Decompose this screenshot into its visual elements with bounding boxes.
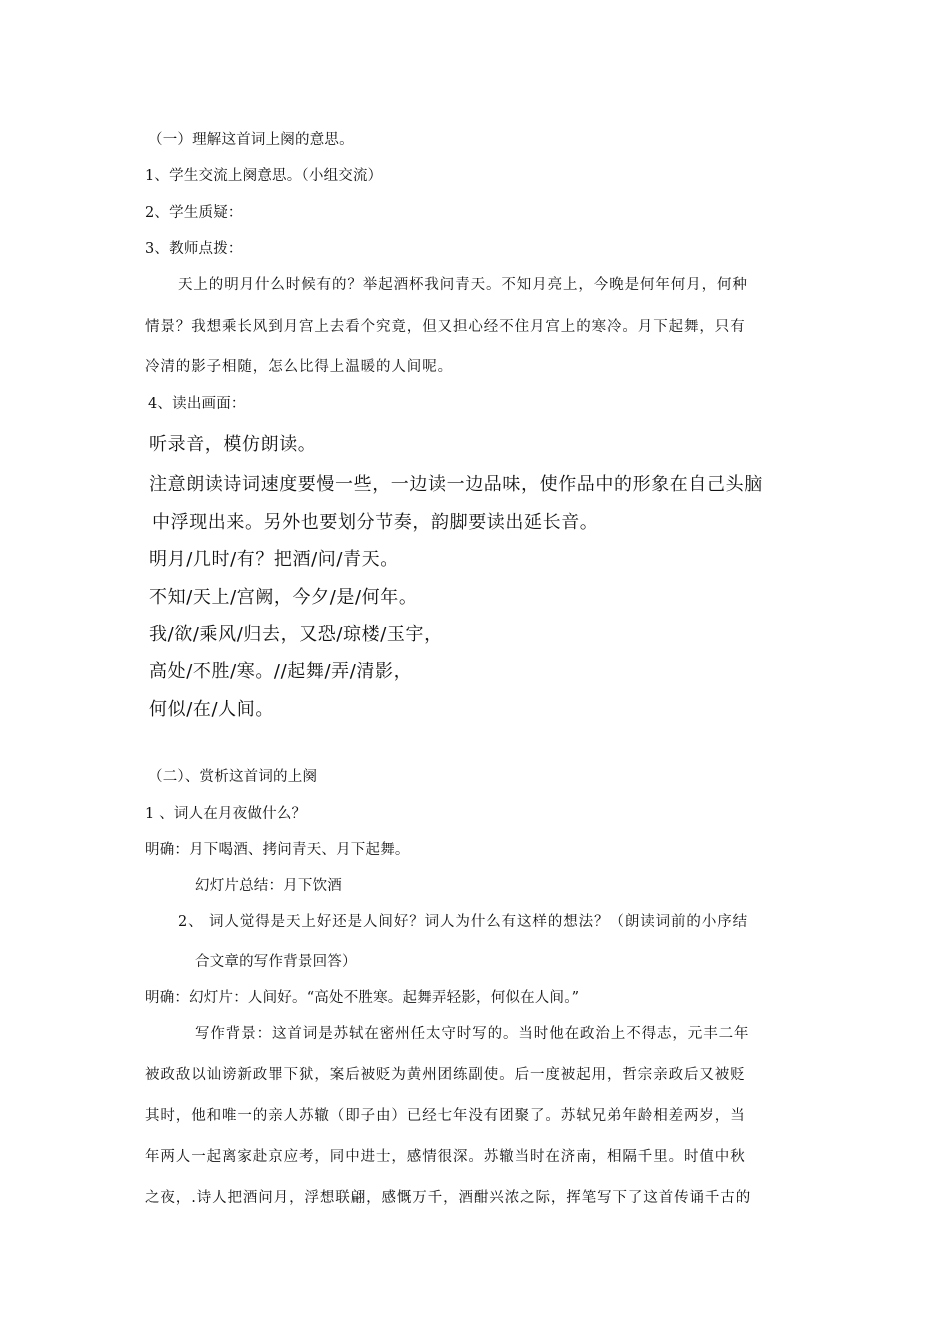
reading-tip-line-1: 注意朗读诗词速度要慢一些，一边读一边品味，使作品中的形象在自己头脑: [149, 474, 763, 495]
poem-line-2: 不知/天上/宫阙，今夕/是/何年。: [149, 587, 418, 608]
section2-heading: （二）、赏析这首词的上阕: [148, 769, 318, 785]
step-2: 2、学生质疑：: [145, 205, 243, 221]
poem-line-3: 我/欲/乘风/归去，又恐/琼楼/玉宇，: [149, 624, 443, 645]
section1-heading: （一）理解这首词上阕的意思。: [148, 132, 354, 148]
slide-summary-1: 幻灯片总结：月下饮酒: [195, 878, 342, 894]
background-line-2: 被政敌以讪谤新政罪下狱，案后被贬为黄州团练副使。后一度被起用，哲宗亲政后又被贬: [145, 1067, 746, 1083]
reading-tip-line-2: 中浮现出来。另外也要划分节奏，韵脚要读出延长音。: [152, 512, 599, 533]
explanation-line-3: 冷清的影子相随，怎么比得上温暖的人间呢。: [145, 359, 453, 375]
answer-1: 明确：月下喝酒、拷问青天、月下起舞。: [145, 842, 410, 858]
poem-line-5: 何似/在/人间。: [149, 699, 274, 720]
question-2-line-1: 2、 词人觉得是天上好还是人间好？词人为什么有这样的想法？（朗读词前的小序结: [178, 914, 749, 930]
question-2-line-2: 合文章的写作背景回答）: [195, 954, 357, 970]
step-1: 1、学生交流上阕意思。（小组交流）: [145, 168, 383, 184]
background-line-3: 其时，他和唯一的亲人苏辙（即子由）已经七年没有团聚了。苏轼兄弟年龄相差两岁，当: [145, 1108, 746, 1124]
question-1: 1 、词人在月夜做什么？: [145, 806, 307, 822]
background-line-5: 之夜，.诗人把酒问月，浮想联翩，感慨万千，酒酣兴浓之际，挥笔写下了这首传诵千古的: [145, 1190, 752, 1206]
poem-line-1: 明月/几时/有？把酒/问/青天。: [149, 549, 399, 570]
reading-instruction: 听录音，模仿朗读。: [149, 434, 317, 455]
explanation-line-1: 天上的明月什么时候有的？举起酒杯我问青天。不知月亮上，今晚是何年何月，何种: [178, 277, 748, 293]
step-4: 4、读出画面：: [148, 396, 246, 412]
step-3: 3、教师点拨：: [145, 241, 243, 257]
answer-2: 明确：幻灯片：人间好。“高处不胜寒。起舞弄轻影，何似在人间。”: [145, 990, 580, 1006]
poem-line-4: 高处/不胜/寒。//起舞/弄/清影，: [149, 661, 413, 682]
background-line-1: 写作背景：这首词是苏轼在密州任太守时写的。当时他在政治上不得志，元丰二年: [195, 1026, 750, 1042]
background-line-4: 年两人一起离家赴京应考，同中进士，感情很深。苏辙当时在济南，相隔千里。时值中秋: [145, 1149, 746, 1165]
explanation-line-2: 情景？我想乘长风到月宫上去看个究竟，但又担心经不住月宫上的寒冷。月下起舞，只有: [145, 319, 746, 335]
